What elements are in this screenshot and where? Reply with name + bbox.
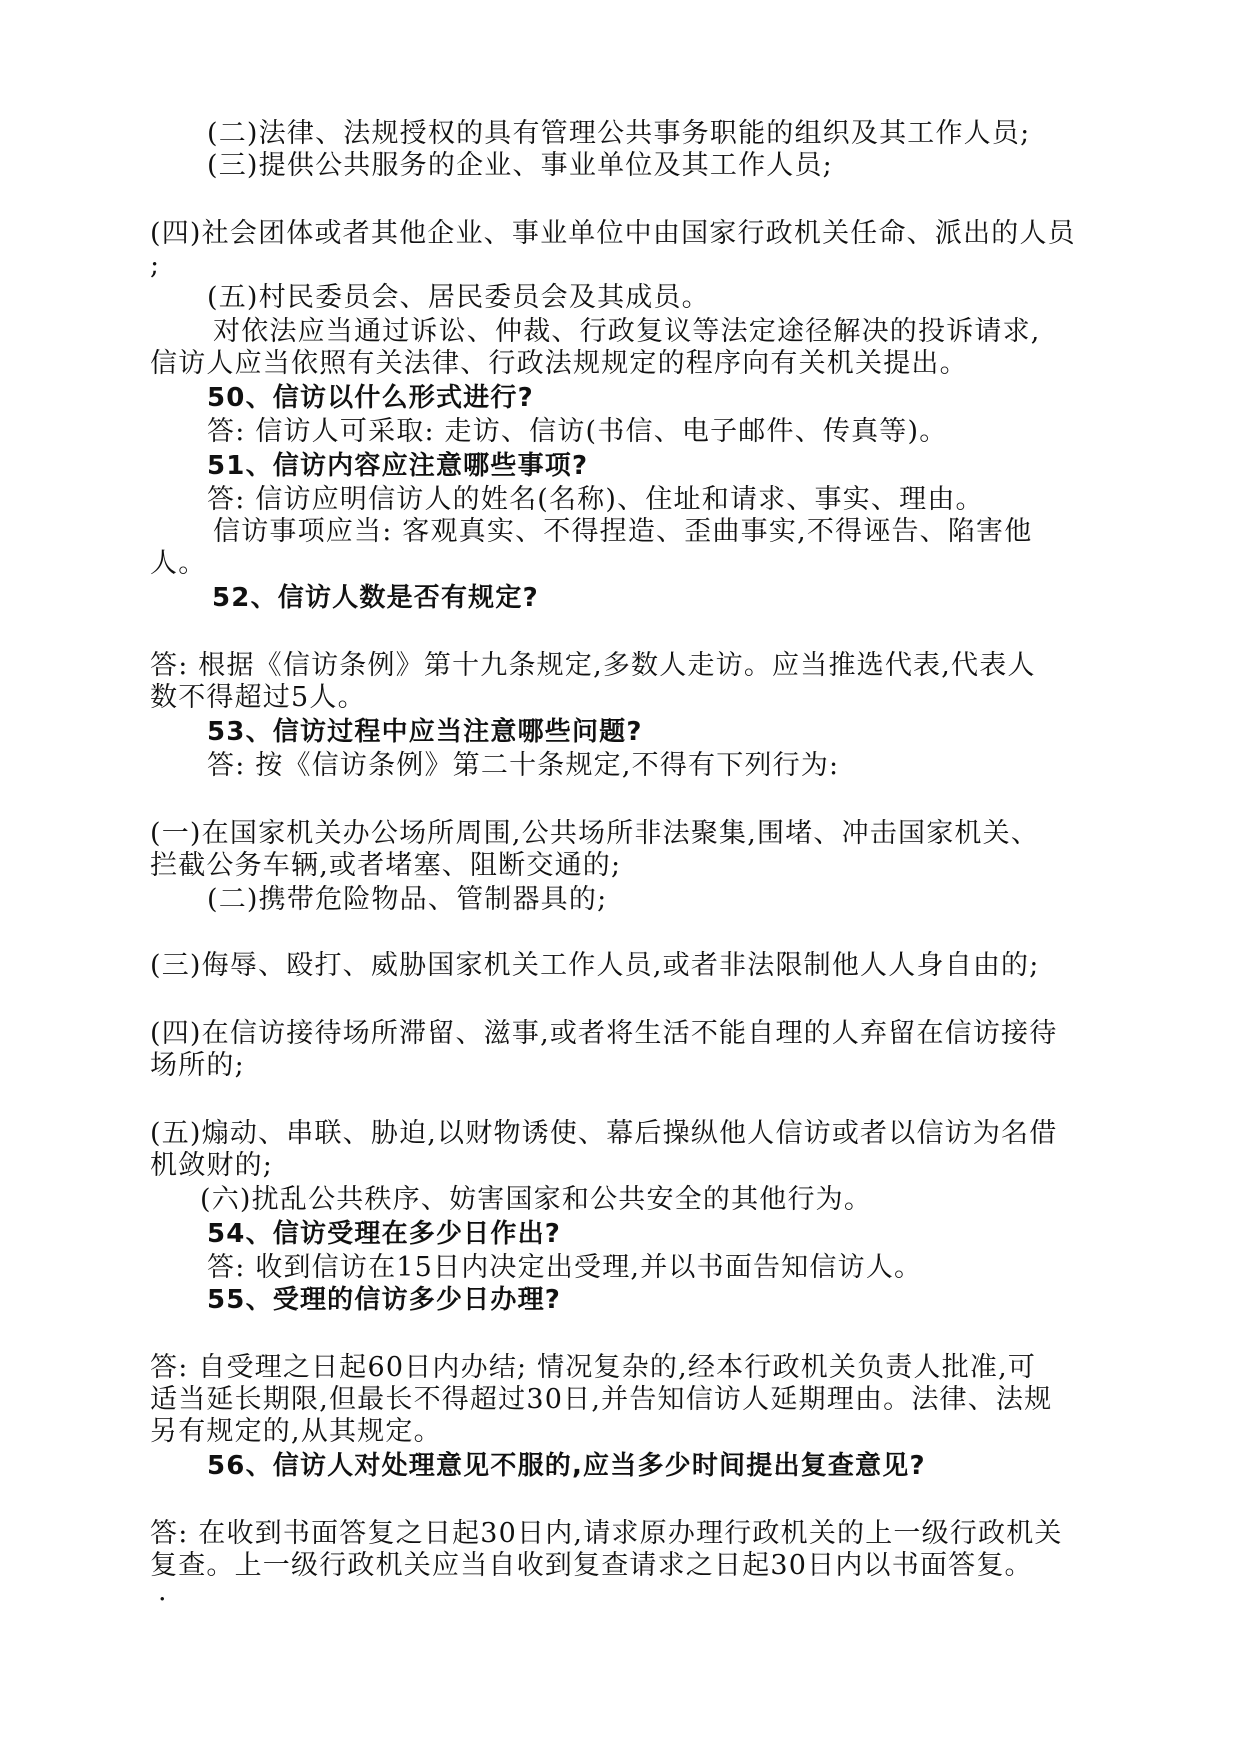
text-line: 拦截公务车辆,或者堵塞、阻断交通的; [150,850,622,881]
question-heading: 51、信访内容应注意哪些事项? [207,451,589,481]
text-line: · [158,1584,168,1615]
text-line: 机敛财的; [150,1150,274,1181]
text-line: 场所的; [150,1050,245,1081]
text-line: 答: 信访应明信访人的姓名(名称)、住址和请求、事实、理由。 [207,484,984,515]
text-line: 答: 自受理之日起60日内办结; 情况复杂的,经本行政机关负责人批准,可 [150,1352,1037,1383]
text-line: 复查。上一级行政机关应当自收到复查请求之日起30日内以书面答复。 [150,1550,1033,1581]
text-line: 对依法应当通过诉讼、仲裁、行政复议等法定途径解决的投诉请求, [213,316,1041,347]
text-line: 答: 按《信访条例》第二十条规定,不得有下列行为: [207,750,840,781]
text-line: 信访人应当依照有关法律、行政法规规定的程序向有关机关提出。 [150,348,968,379]
text-line: (二)携带危险物品、管制器具的; [207,884,608,915]
text-line: 人。 [150,548,207,579]
text-line: (二)法律、法规授权的具有管理公共事务职能的组织及其工作人员; [207,118,1031,149]
text-line: 另有规定的,从其规定。 [150,1416,442,1447]
text-line: 答: 在收到书面答复之日起30日内,请求原办理行政机关的上一级行政机关 [150,1518,1063,1549]
text-line: (五)煽动、串联、胁迫,以财物诱使、幕后操纵他人信访或者以信访为名借 [150,1118,1058,1149]
text-line: 适当延长期限,但最长不得超过30日,并告知信访人延期理由。法律、法规 [150,1384,1053,1415]
text-line: 信访事项应当: 客观真实、不得捏造、歪曲事实,不得诬告、陷害他 [213,516,1033,547]
text-line: (三)提供公共服务的企业、事业单位及其工作人员; [207,150,833,181]
question-heading: 55、受理的信访多少日办理? [207,1285,562,1315]
text-line: (三)侮辱、殴打、威胁国家机关工作人员,或者非法限制他人人身自由的; [150,950,1040,981]
text-line: (五)村民委员会、居民委员会及其成员。 [207,282,710,313]
question-heading: 53、信访过程中应当注意哪些问题? [207,717,643,747]
text-line: (四)在信访接待场所滞留、滋事,或者将生活不能自理的人弃留在信访接待 [150,1018,1058,1049]
text-line: (一)在国家机关办公场所周围,公共场所非法聚集,围堵、冲击国家机关、 [150,818,1040,849]
text-line: 答: 收到信访在15日内决定出受理,并以书面告知信访人。 [207,1252,923,1283]
text-line: (四)社会团体或者其他企业、事业单位中由国家行政机关任命、派出的人员 [150,218,1076,249]
question-heading: 50、信访以什么形式进行? [207,383,534,413]
text-line: (六)扰乱公共秩序、妨害国家和公共安全的其他行为。 [200,1184,873,1215]
question-heading: 56、信访人对处理意见不服的,应当多少时间提出复查意见? [207,1451,926,1481]
question-heading: 54、信访受理在多少日作出? [207,1219,562,1249]
question-heading: 52、信访人数是否有规定? [212,583,539,613]
text-line: ; [150,250,161,281]
text-line: 数不得超过5人。 [150,682,366,713]
text-line: 答: 信访人可采取: 走访、信访(书信、电子邮件、传真等)。 [207,416,948,447]
text-line: 答: 根据《信访条例》第十九条规定,多数人走访。应当推选代表,代表人 [150,650,1036,681]
